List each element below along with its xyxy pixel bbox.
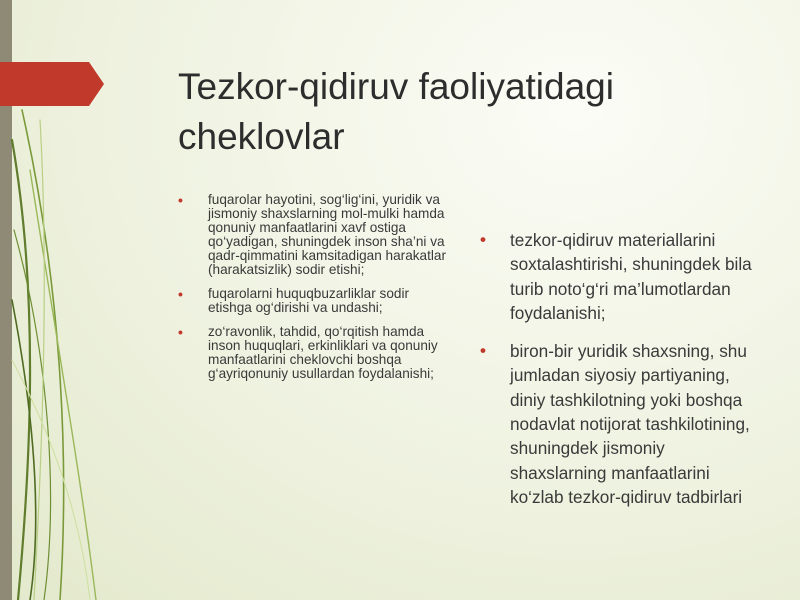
list-item-text: fuqarolarni huquqbuzarliklar sodir etishga og‘dirishi va undashi; (208, 286, 409, 315)
bullet-icon: • (480, 230, 486, 249)
list-item (178, 325, 453, 381)
bullet-icon: • (480, 341, 486, 361)
list-item-text: tezkor-qidiruv materiallarini soxtalashtirishi, shuningdek bila turib noto‘g‘ri ma’lumotlardan foydalanishi; (510, 230, 752, 323)
list-item-text: biron-bir yuridik shaxsning, shu jumladan siyosiy partiyaning, diniy tashkilotning yoki boshqa nodavlat notijorat tashkilotining, shuningdek jismoniy shaxslarning manfaatlarini ko‘zlab tezkor-qidiruv tadbirlari (510, 341, 750, 507)
bullet-icon: • (178, 324, 183, 340)
list-item (178, 287, 453, 315)
list-item-text: zo‘ravonlik, tahdid, qo‘rqitish hamda inson huquqlari, erkinliklari va qonuniy manfaatlarini cheklovchi boshqa g‘ayriqonuniy usullardan foydalanishi; (208, 324, 438, 381)
bullet-icon: • (178, 192, 183, 208)
list-item-text: fuqarolar hayotini, sog‘lig‘ini, yuridik va jismoniy shaxslarning mol-mulki hamda qonuniy manfaatlarini xavf ostiga qo‘yadigan, shuningdek inson sha’ni va qadr-qimmatini kamsitadigan harakatlar (harakatsizlik) sodir etishi; (208, 192, 446, 277)
list-item (480, 339, 755, 509)
list-item (480, 228, 755, 325)
bullet-icon: • (178, 286, 183, 302)
right-bullet-list (480, 228, 755, 523)
slide-title: Tezkor-qidiruv faoliyatidagi cheklovlar (178, 66, 614, 157)
left-bullet-list (178, 193, 453, 391)
list-item (178, 193, 453, 277)
red-arrow-tag-icon (0, 62, 105, 106)
